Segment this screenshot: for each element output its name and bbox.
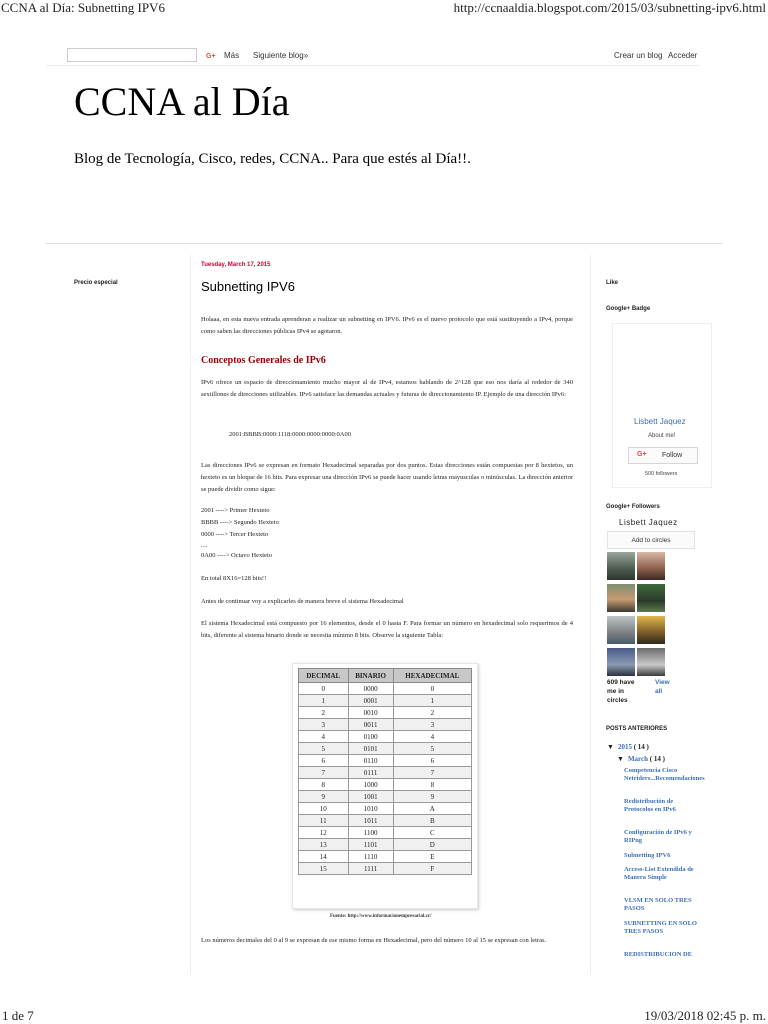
table-cell: 0001 xyxy=(348,695,393,707)
post-intro: Holaaa, en esta nueva entrada aprenderan a realizar un subnetting en IPV6. IPv6 es el nuevo protocolo que está sustituyendo a IPv4, porque como saben las direcciones públicas IPv4 se agotaron. xyxy=(201,316,573,335)
print-footer xyxy=(0,1008,768,1024)
post-total-bits: En total 8X16=128 bits!! xyxy=(201,575,267,582)
table-cell: A xyxy=(393,803,471,815)
table-cell: 15 xyxy=(299,863,349,875)
table-header: BINARIO xyxy=(348,669,393,683)
post-paragraph-2: Las direcciones IPv6 se expresan en formato Hexadecimal separadas por dos puntos. Estas direcciones están compuestas por 8 hextetos, un hexteto es un bloque de 16 bits. Para expresar una dirección IPv6 se puede hacer usando letras mayusculas o minúsculas. La dirección anterior se puede dividir como sigue: xyxy=(201,462,573,493)
navbar-search-input[interactable] xyxy=(67,48,197,62)
followers-profile-name[interactable]: Lisbett Jaquez xyxy=(619,518,678,527)
table-row xyxy=(299,839,472,851)
column-divider-left xyxy=(190,255,191,975)
table-cell: 11 xyxy=(299,815,349,827)
table-cell: 5 xyxy=(299,743,349,755)
table-cell: 4 xyxy=(393,731,471,743)
hextet-line: .... xyxy=(201,542,208,549)
post-section-heading: Conceptos Generales de IPv6 xyxy=(201,355,326,366)
table-cell: 1111 xyxy=(348,863,393,875)
archive-post-link[interactable]: SUBNETTING EN SOLO TRES PASOS xyxy=(624,920,697,935)
hextet-line: 0A00 ----> Octavo Hexteto xyxy=(201,552,272,559)
archive-month[interactable]: March xyxy=(627,755,649,763)
post-paragraph-3: Antes de continuar voy a explicarles de manera breve el sistema Hexadecimal xyxy=(201,598,404,605)
table-row xyxy=(299,767,472,779)
table-cell: 0111 xyxy=(348,767,393,779)
table-cell: 2 xyxy=(393,707,471,719)
table-row xyxy=(299,755,472,767)
table-cell: 3 xyxy=(299,719,349,731)
table-cell: 9 xyxy=(393,791,471,803)
gplus-icon: G+ xyxy=(637,451,647,458)
table-row xyxy=(299,827,472,839)
gplus-icon[interactable]: G+ xyxy=(206,53,216,60)
column-divider-right xyxy=(590,255,591,975)
post-paragraph-5: Los números decimales del 0 al 9 se expresan de ese mismo forma en Hexadecimal, pero del número 10 al 15 se expresan con letras. xyxy=(201,937,547,944)
table-row xyxy=(299,707,472,719)
sign-in-link[interactable]: Acceder xyxy=(668,51,698,60)
left-sidebar-widget-title: Precio especial xyxy=(74,280,118,286)
table-cell: 8 xyxy=(299,779,349,791)
blog-description: Blog de Tecnología, Cisco, redes, CCNA.. Para que estés al Día!!. xyxy=(74,151,471,167)
add-to-circles-button[interactable]: Add to circles xyxy=(607,531,695,549)
table-cell: 1001 xyxy=(348,791,393,803)
badge-widget-title: Google+ Badge xyxy=(606,306,651,312)
table-row xyxy=(299,815,472,827)
archive-month-count: ( 14 ) xyxy=(649,755,665,763)
print-datetime: 19/03/2018 02:45 p. m. xyxy=(644,1008,766,1023)
print-page-url[interactable]: http://ccnaaldia.blogspot.com/2015/03/subnetting-ipv6.html xyxy=(453,0,766,15)
table-cell: 14 xyxy=(299,851,349,863)
print-header xyxy=(0,0,768,16)
follow-label: Follow xyxy=(662,452,683,459)
archive-post-link[interactable]: Access-List Extendida de Manera Simple xyxy=(624,866,694,881)
post-title[interactable]: Subnetting IPV6 xyxy=(201,279,295,294)
table-cell: 0101 xyxy=(348,743,393,755)
circles-count: 609 have me in circles xyxy=(607,679,635,704)
badge-profile-name[interactable]: Lisbett Jaquez xyxy=(634,417,686,426)
table-cell: 4 xyxy=(299,731,349,743)
hexadecimal-table xyxy=(298,668,472,875)
table-cell: C xyxy=(393,827,471,839)
table-cell: 0110 xyxy=(348,755,393,767)
follower-avatar[interactable] xyxy=(637,584,665,612)
next-blog-link[interactable]: Siguiente blog» xyxy=(253,51,309,60)
table-row xyxy=(299,683,472,695)
table-header: DECIMAL xyxy=(299,669,349,683)
table-cell: D xyxy=(393,839,471,851)
ipv6-example: 2001:BBBB:0000:1118:0000:0000:0000:0A00 xyxy=(229,431,351,438)
archive-year[interactable]: 2015 xyxy=(617,743,632,751)
post-paragraph-1: IPv6 ofrece un espacio de direccionamiento mucho mayor al de IPv4, estamos hablando de 2^128 que eso nos daría al rededor de 340 sextillones de direcciones utilizables. IPv6 satisface las demandas actuales y futuras de direccionamiento IP. Ejemplo de una dirección IPv6: xyxy=(201,379,573,398)
table-cell: 10 xyxy=(299,803,349,815)
table-cell: 0011 xyxy=(348,719,393,731)
table-cell: 1100 xyxy=(348,827,393,839)
follower-avatar[interactable] xyxy=(607,616,635,644)
table-cell: 5 xyxy=(393,743,471,755)
follow-button[interactable] xyxy=(628,447,698,464)
archive-year-count: ( 14 ) xyxy=(633,743,649,751)
table-header: HEXADECIMAL xyxy=(393,669,471,683)
table-cell: 0 xyxy=(299,683,349,695)
follower-avatar[interactable] xyxy=(607,584,635,612)
table-cell: 1110 xyxy=(348,851,393,863)
followers-widget-title: Google+ Followers xyxy=(606,504,660,510)
table-cell: 1 xyxy=(299,695,349,707)
table-cell: 1000 xyxy=(348,779,393,791)
like-widget-title: Like xyxy=(606,280,619,286)
table-cell: E xyxy=(393,851,471,863)
hextet-line: 0000 ----> Tercer Hexteto xyxy=(201,531,269,538)
table-cell: 0000 xyxy=(348,683,393,695)
archive-month-toggle[interactable] xyxy=(617,755,665,763)
table-cell: 3 xyxy=(393,719,471,731)
table-row xyxy=(299,791,472,803)
follower-avatar[interactable] xyxy=(637,616,665,644)
table-cell: 6 xyxy=(393,755,471,767)
badge-about: About me! xyxy=(648,433,676,439)
table-row xyxy=(299,863,472,875)
table-cell: F xyxy=(393,863,471,875)
table-cell: 6 xyxy=(299,755,349,767)
post-date: Tuesday, March 17, 2015 xyxy=(201,262,271,268)
archive-post-link[interactable]: VLSM EN SOLO TRES PASOS xyxy=(624,897,692,912)
table-caption: Fuente: http://www.informacionempresarial.cr/ xyxy=(330,914,432,919)
table-row xyxy=(299,803,472,815)
table-row xyxy=(299,695,472,707)
table-cell: 9 xyxy=(299,791,349,803)
table-row xyxy=(299,779,472,791)
blog-title[interactable]: CCNA al Día xyxy=(74,79,290,124)
expand-triangle-icon: ▼ xyxy=(617,755,624,763)
table-cell: 0100 xyxy=(348,731,393,743)
table-cell: 1 xyxy=(393,695,471,707)
table-cell: 1010 xyxy=(348,803,393,815)
archive-year-toggle[interactable] xyxy=(607,743,649,751)
table-cell: 12 xyxy=(299,827,349,839)
table-cell: 7 xyxy=(393,767,471,779)
post-paragraph-4: El sistema Hexadecimal está compuesto por 16 elementos, desde el 0 hasta F. Para formar un número en hexadecimal solo requerimos de 4 bits, diferente al sistema binario donde se necesita mínimo 8 bits. Observe la siguiente Tabla: xyxy=(201,620,573,639)
archive-post-link[interactable]: REDISTRIBUCION DE xyxy=(624,951,693,958)
archive-post-link[interactable]: Subnetting IPV6 xyxy=(624,852,671,859)
follower-avatar[interactable] xyxy=(637,552,665,580)
table-cell: B xyxy=(393,815,471,827)
create-blog-link[interactable]: Crear un blog xyxy=(614,51,663,60)
archive-post-link[interactable]: Competencia Cisco Netriders...Recomendaciones xyxy=(624,767,705,782)
table-row xyxy=(299,743,472,755)
blogger-navbar xyxy=(46,46,700,66)
table-cell: 1011 xyxy=(348,815,393,827)
table-cell: 0010 xyxy=(348,707,393,719)
header-divider xyxy=(46,243,722,244)
print-page-title: CCNA al Día: Subnetting IPV6 xyxy=(1,0,165,15)
table-row xyxy=(299,719,472,731)
view-all-followers-link[interactable]: View all xyxy=(655,679,670,695)
hextet-line: 2001 ----> Primer Hexteto xyxy=(201,507,270,514)
hextet-line: BBBB ----> Segundo Hexteto xyxy=(201,519,279,526)
table-cell: 1101 xyxy=(348,839,393,851)
follower-avatar[interactable] xyxy=(607,648,635,676)
expand-triangle-icon: ▼ xyxy=(607,743,614,751)
table-cell: 13 xyxy=(299,839,349,851)
table-row xyxy=(299,851,472,863)
archive-widget-title: POSTS ANTERIORES xyxy=(606,726,668,732)
table-row xyxy=(299,731,472,743)
follower-count: 500 followers xyxy=(645,471,678,477)
more-link[interactable]: Más xyxy=(224,51,240,60)
archive-post-link[interactable]: Configuración de IPv6 y RIPng xyxy=(624,829,692,844)
table-cell: 2 xyxy=(299,707,349,719)
print-page-number: 1 de 7 xyxy=(2,1008,34,1023)
table-cell: 7 xyxy=(299,767,349,779)
table-cell: 0 xyxy=(393,683,471,695)
follower-avatar[interactable] xyxy=(637,648,665,676)
follower-avatar[interactable] xyxy=(607,552,635,580)
archive-post-link[interactable]: Redistribución de Protocolos en IPv6 xyxy=(624,798,676,813)
table-cell: 8 xyxy=(393,779,471,791)
